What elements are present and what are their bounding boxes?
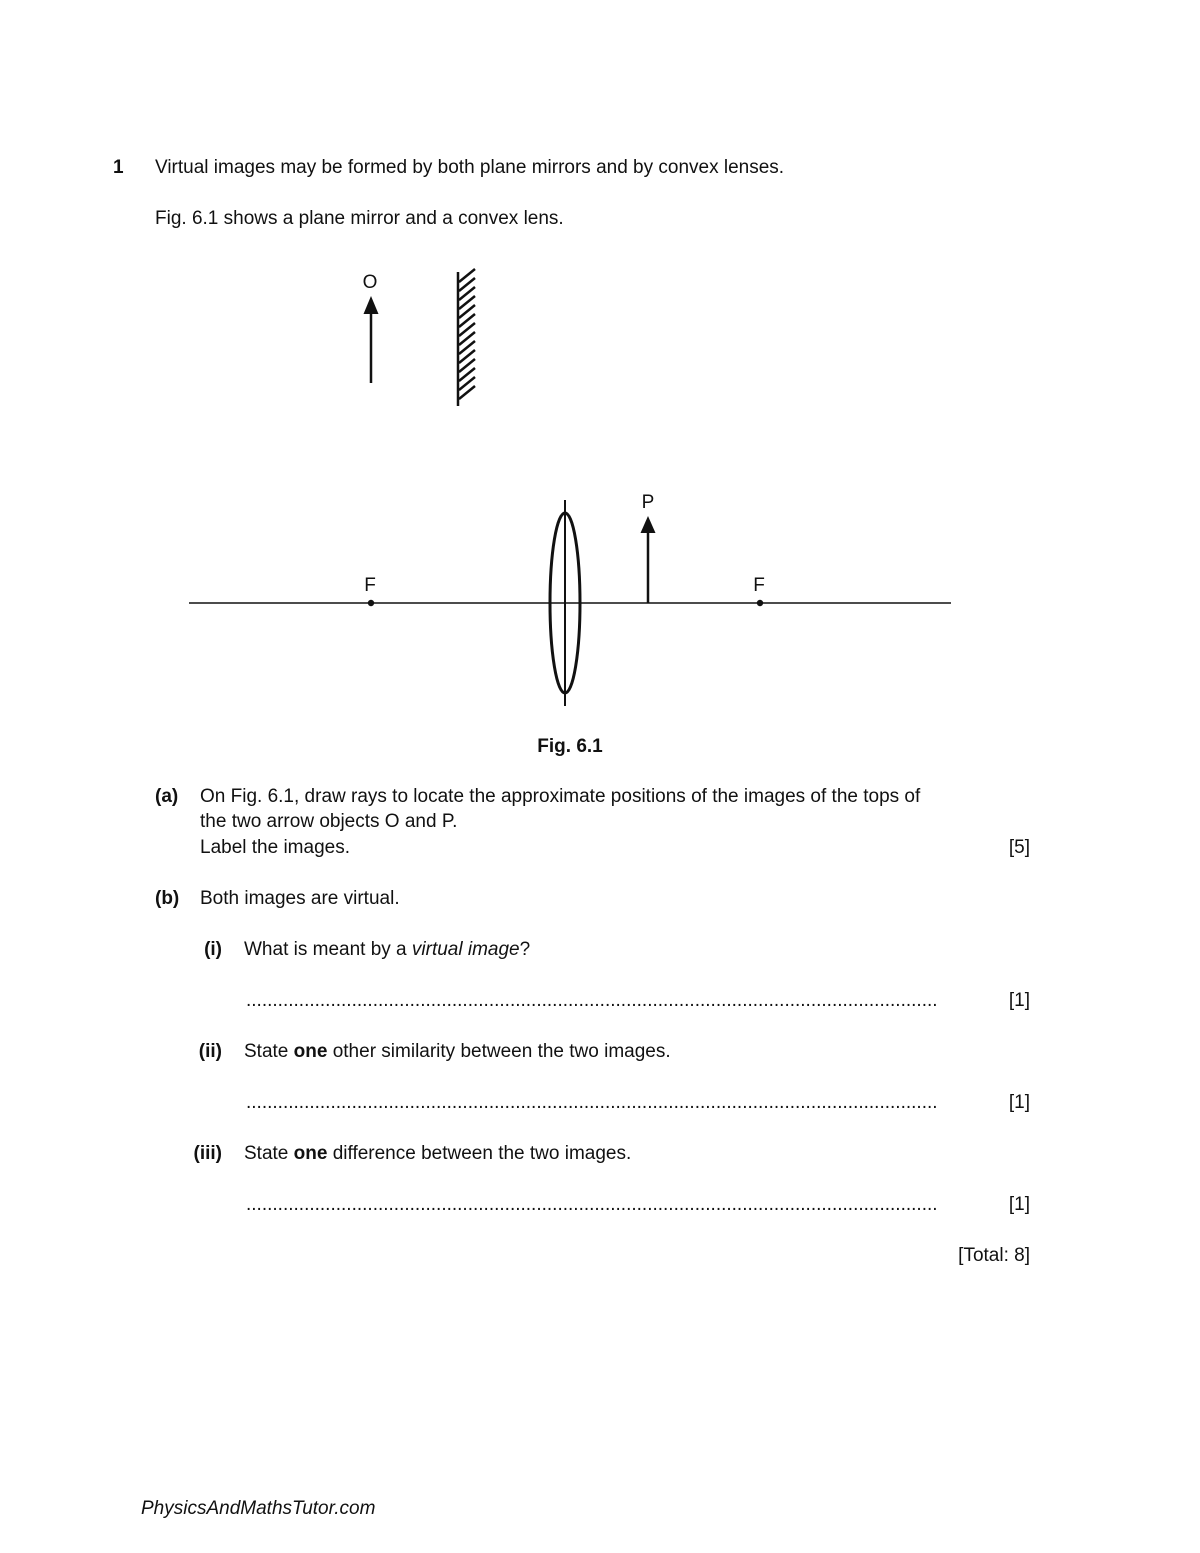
part-b-iii-label: (iii): [193, 1143, 222, 1164]
figure-caption: Fig. 6.1: [537, 736, 603, 757]
part-b-iii-marks: [1]: [1008, 1194, 1030, 1215]
part-b-i-label: (i): [204, 939, 222, 960]
label-f-right: F: [753, 575, 765, 596]
focal-point-left: [368, 600, 374, 606]
figure-6-1: [0, 0, 1200, 760]
figure-intro: Fig. 6.1 shows a plane mirror and a convex lens.: [155, 208, 564, 229]
footer-watermark: PhysicsAndMathsTutor.com: [141, 1498, 376, 1519]
answer-line-i[interactable]: ...................................................................................................................................: [246, 990, 938, 1011]
part-a-line1: On Fig. 6.1, draw rays to locate the approximate positions of the images of the tops of: [200, 786, 921, 807]
part-b-ii-label: (ii): [198, 1041, 222, 1062]
question-intro: Virtual images may be formed by both plane mirrors and by convex lenses.: [155, 157, 785, 178]
focal-point-right: [757, 600, 763, 606]
part-b-label: (b): [155, 888, 180, 909]
label-f-left: F: [364, 575, 376, 596]
part-a-marks: [5]: [1008, 837, 1030, 858]
part-b-i-marks: [1]: [1008, 990, 1030, 1011]
total-marks: [Total: 8]: [958, 1245, 1030, 1266]
part-a-line3: Label the images.: [200, 837, 350, 858]
part-b-ii-question: State one other similarity between the two images.: [244, 1041, 671, 1062]
answer-line-iii[interactable]: ...................................................................................................................................: [246, 1194, 938, 1215]
part-b-i-question: What is meant by a virtual image?: [244, 939, 531, 960]
question-number: 1: [113, 157, 124, 178]
object-o-arrow: [364, 296, 379, 383]
part-b-text: Both images are virtual.: [200, 888, 400, 909]
part-a-line2: the two arrow objects O and P.: [200, 811, 458, 832]
plane-mirror: [458, 269, 475, 406]
label-o: O: [362, 272, 378, 293]
object-p-arrow: [641, 516, 656, 603]
part-b-iii-question: State one difference between the two images.: [244, 1143, 632, 1164]
part-a-label: (a): [155, 786, 179, 807]
part-b-ii-marks: [1]: [1008, 1092, 1030, 1113]
answer-line-ii[interactable]: ...................................................................................................................................: [246, 1092, 938, 1113]
label-p: P: [641, 492, 655, 513]
